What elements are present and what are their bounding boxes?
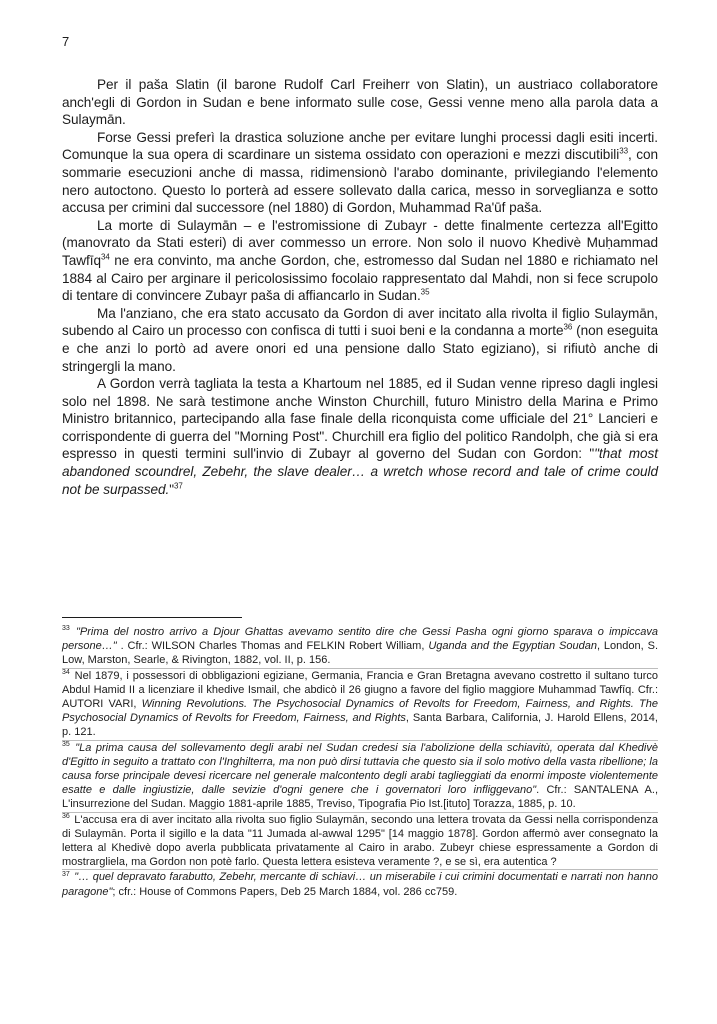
footnote-separator xyxy=(62,617,242,618)
paragraph-2 xyxy=(62,129,658,217)
footnote-italic: "… quel depravato farabutto, Zebehr, mercante di schiavi… un miserabile i cui crimini documentati e narrati non hanno paragone" xyxy=(62,871,658,898)
paragraph-3-text-a: La morte di Sulaymān – e l'estromissione di Zubayr - dette finalmente certezza all'Egitto (manovrato da Stati esteri) di aver commesso un errore. Non solo il nuovo Khedivè Muḥammad Tawfīq xyxy=(62,217,658,268)
churchill-quote: "that most abandoned scoundrel, Zebehr, the slave dealer… a wretch whose record and tale of crime could not be surpassed. xyxy=(62,446,659,497)
footnotes xyxy=(62,625,658,899)
paragraph-4-text-b: (non eseguita e che anzi lo portò ad avere onori ed una pensione dallo Stato egiziano), si rifiutò anche di stringergli la mano. xyxy=(62,323,658,374)
footnote-37 xyxy=(62,870,658,898)
footnote-text: , London, S. Low, Marston, Searle, & Rivington, 1882, vol. II, p. 156. xyxy=(62,640,658,667)
paragraph-3 xyxy=(62,217,658,305)
main-text xyxy=(62,76,658,498)
footnote-italic: "La prima causa del sollevamento degli arabi nel Sudan credesi sia l'abolizione della schiavitù, operata dal Khedivè d'Egitto in seguito a trattato con l'Inghilterra, ma non può dirsi tuttavia che questo sia il solo motivo della vasta ribellione; la causa forse principale devesi ricercare nel generale malcontento degli arabi taglieggiati da enormi imposte violentemente esatte e dalle ingiustizie, dalle sevizie d'ogni genere che i governatori loro infliggevano" xyxy=(62,741,658,797)
footnote-34 xyxy=(62,669,658,740)
page-number: 7 xyxy=(62,34,70,49)
footnote-ref-33[interactable]: 33 xyxy=(619,146,629,156)
footnote-36 xyxy=(62,813,658,870)
footnote-35 xyxy=(62,741,658,812)
footnote-ref-34[interactable]: 34 xyxy=(101,252,110,262)
paragraph-5 xyxy=(62,375,658,498)
footnote-text: ; cfr.: House of Commons Papers, Deb 25 March 1884, vol. 286 cc759. xyxy=(112,885,458,898)
footnote-ref-36[interactable]: 36 xyxy=(563,322,573,332)
footnote-italic: Winning Revolutions. The Psychosocial Dynamics of Revolts for Freedom, Fairness, and Rights. The Psychosocial Dynamics of Revolts for Freedom, Fairness, and Rights xyxy=(62,698,658,725)
footnote-ref-35[interactable]: 35 xyxy=(420,287,430,297)
footnote-italic: Uganda and the Egyptian Soudan xyxy=(428,640,597,653)
paragraph-4-text-a: Ma l'anziano, che era stato accusato da Gordon di aver incitato alla rivolta il figlio Sulaymān, subendo al Cairo un processo con confisca di tutti i suoi beni e la condanna a morte xyxy=(62,305,658,339)
paragraph-5-text-a: A Gordon verrà tagliata la testa a Khartoum nel 1885, ed il Sudan venne ripreso dagli inglesi solo nel 1898. Ne sarà testimone anche Winston Churchill, futuro Ministro della Marina e Primo Ministro britannico, partecipando alla fase finale della riconquista come ufficiale del 21° Lancieri e corrispondente di guerra del "Morning Post". Churchill era figlio del politico Randolph, che già si era espresso in questi termini sull'invio di Zubayr al governo del Sudan con Gordon: " xyxy=(62,376,658,462)
paragraph-1 xyxy=(62,76,658,129)
footnote-mark: 33 xyxy=(62,625,70,633)
footnote-ref-37[interactable]: 37 xyxy=(174,481,183,491)
footnote-text: L'accusa era di aver incitato alla rivolta suo figlio Sulaymān, secondo una lettera trovata da Gessi nella corrispondenza di Sulaymān. Porta il sigillo e la data "11 Jumada al-awwal 1295" [14 maggio 1878]. Gordon affermò aver consegnato la lettera al Khedivè dopo averla pubblicata privatamente al Cairo in arabo. Zubeyr chiese espressamente a Gordon di mostrargliela, ma Gordon non potè farlo. Questa lettera esisteva veramente ?, e se sì, era autentica ? xyxy=(62,813,658,869)
footnote-mark: 35 xyxy=(62,740,70,748)
footnote-mark: 36 xyxy=(62,812,70,820)
footnote-italic: "Prima del nostro arrivo a Djour Ghattas avevamo sentito dire che Gessi Pasha ogni giorno sparava o impiccava persone…" xyxy=(62,626,658,653)
paragraph-1-text: Per il paša Slatin (il barone Rudolf Carl Freiherr von Slatin), un austriaco collaboratore anch'egli di Gordon in Sudan e bene informato sulle cose, Gessi venne meno alla parola data a Sulaymān. xyxy=(62,77,658,128)
paragraph-2-text-a: Forse Gessi preferì la drastica soluzione anche per evitare lunghi processi dagli esiti incerti. Comunque la sua opera di scardinare un sistema ossidato con operazioni e mezzi discutibili xyxy=(62,129,658,163)
footnote-mark: 37 xyxy=(62,870,70,878)
paragraph-5-text-b: " xyxy=(169,481,174,497)
paragraph-3-text-b: ne era convinto, ma anche Gordon, che, estromesso dal Sudan nel 1880 e richiamato nel 1884 al Cairo per arginare il pericolosissimo focolaio rappresentato dal Mahdi, non si fece scrupolo di tentare di convincere Zubayr paša di affiancarlo in Sudan. xyxy=(62,252,658,304)
footnote-mark: 34 xyxy=(62,668,70,676)
footnote-text: . Cfr.: SANTALENA A., L'insurrezione del Sudan. Maggio 1881-aprile 1885, Treviso, Tipografia Pio Ist.[ituto] Torazza, 1885, p. 10. xyxy=(62,784,658,811)
paragraph-4 xyxy=(62,305,658,375)
footnote-text: Nel 1879, i possessori di obbligazioni egiziane, Germania, Francia e Gran Bretagna avevano costretto il sultano turco Abdul Hamid II a licenziare il khedive Ismail, che abdicò il 26 giugno a favore del figlio maggiore Muhammad Tawfīq. Cfr.: AUTORI VARI, xyxy=(62,669,658,711)
footnote-text: , Santa Barbara, California, J. Harold Ellens, 2014, p. 121. xyxy=(62,712,658,739)
footnote-text: . Cfr.: WILSON Charles Thomas and FELKIN Robert William, xyxy=(116,640,429,653)
footnote-33 xyxy=(62,625,658,668)
paragraph-2-text-b: , con sommarie esecuzioni anche di massa, ridimensionò l'arabo dominante, privilegiando l'elemento nero autoctono. Questo lo porterà ad essere sollevato dalla carica, messo in sorveglianza e sotto accusa per crimini dal successore (nel 1880) di Gordon, Muhammad Ra'ūf paša. xyxy=(62,147,658,216)
